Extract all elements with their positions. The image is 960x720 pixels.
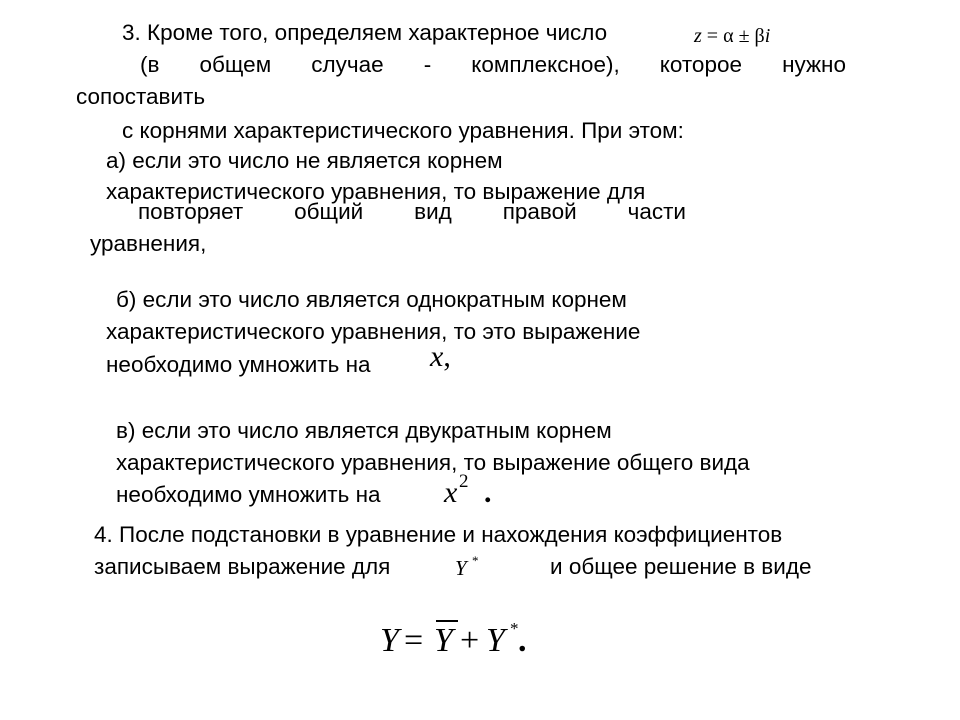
case-a-line3-word: правой: [502, 199, 577, 224]
formula-alpha: α: [723, 25, 734, 47]
item3-line2-word: нужно: [782, 52, 846, 77]
item3-line3: сопоставить: [76, 84, 206, 109]
item4-line2b: и общее решение в виде: [550, 554, 812, 579]
case-b-punct: ,: [443, 340, 451, 373]
item4-ystar: Y: [455, 556, 467, 580]
item4-line2a: записываем выражение для: [94, 554, 391, 579]
formula-beta: β: [754, 25, 765, 47]
case-a-line3-word: повторяет: [138, 199, 244, 224]
final-formula-plus: +: [460, 622, 480, 659]
final-formula-eq: =: [404, 622, 424, 659]
case-c-punct: .: [484, 476, 492, 509]
final-formula-lhs: Y: [380, 622, 399, 659]
case-a-line3: [138, 201, 686, 224]
case-b-multiplier-x: [430, 342, 451, 372]
item3-line2-word: общем: [199, 52, 272, 77]
item3-line2-word: которое: [659, 52, 742, 77]
formula-eq: =: [706, 25, 719, 47]
formula-z: z: [694, 25, 702, 47]
case-c-line2: характеристического уравнения, то выражение общего вида: [116, 450, 750, 475]
item3-line2-word: -: [423, 52, 432, 77]
formula-pm: ±: [738, 25, 750, 47]
case-a-line4: уравнения,: [90, 231, 207, 256]
case-a-line2: характеристического уравнения, то выражение для: [106, 179, 646, 204]
case-c-power: 2: [459, 471, 469, 492]
item4-star: *: [472, 553, 479, 568]
item3-line2-word: (в: [140, 52, 160, 77]
case-a-line3-word: общий: [294, 199, 364, 224]
case-b-line3: необходимо умножить на: [106, 352, 371, 377]
case-c-multiplier-x2: [444, 478, 457, 508]
final-formula-ybar: Y: [434, 622, 453, 659]
case-b-line2: характеристического уравнения, то это выражение: [106, 319, 641, 344]
item4-ystar-symbol: [455, 558, 467, 579]
case-c-var: x: [444, 476, 458, 509]
case-a-line3-word: вид: [414, 199, 452, 224]
final-formula-star: *: [510, 619, 519, 638]
case-c-line1: в) если это число является двукратным корнем: [116, 418, 612, 443]
characteristic-number-formula: [694, 26, 770, 46]
case-a-line1: а) если это число не является корнем: [106, 148, 503, 173]
final-formula-punct: .: [518, 622, 527, 659]
item3-line2-word: случае: [311, 52, 384, 77]
formula-i: i: [764, 25, 771, 47]
final-formula-ystar: Y: [486, 622, 505, 659]
case-b-var: x: [430, 340, 444, 373]
case-b-line1: б) если это число является однократным корнем: [116, 287, 627, 312]
item4-line1: 4. После подстановки в уравнение и нахождения коэффициентов: [94, 522, 783, 547]
case-a-line3-word: части: [627, 199, 686, 224]
case-c-line3: необходимо умножить на: [116, 482, 381, 507]
item3-line2: [140, 54, 846, 77]
item3-line1: 3. Кроме того, определяем характерное число: [122, 20, 608, 45]
item3-line4: с корнями характеристического уравнения. При этом:: [122, 118, 684, 143]
item3-line2-word: комплексное),: [471, 52, 620, 77]
